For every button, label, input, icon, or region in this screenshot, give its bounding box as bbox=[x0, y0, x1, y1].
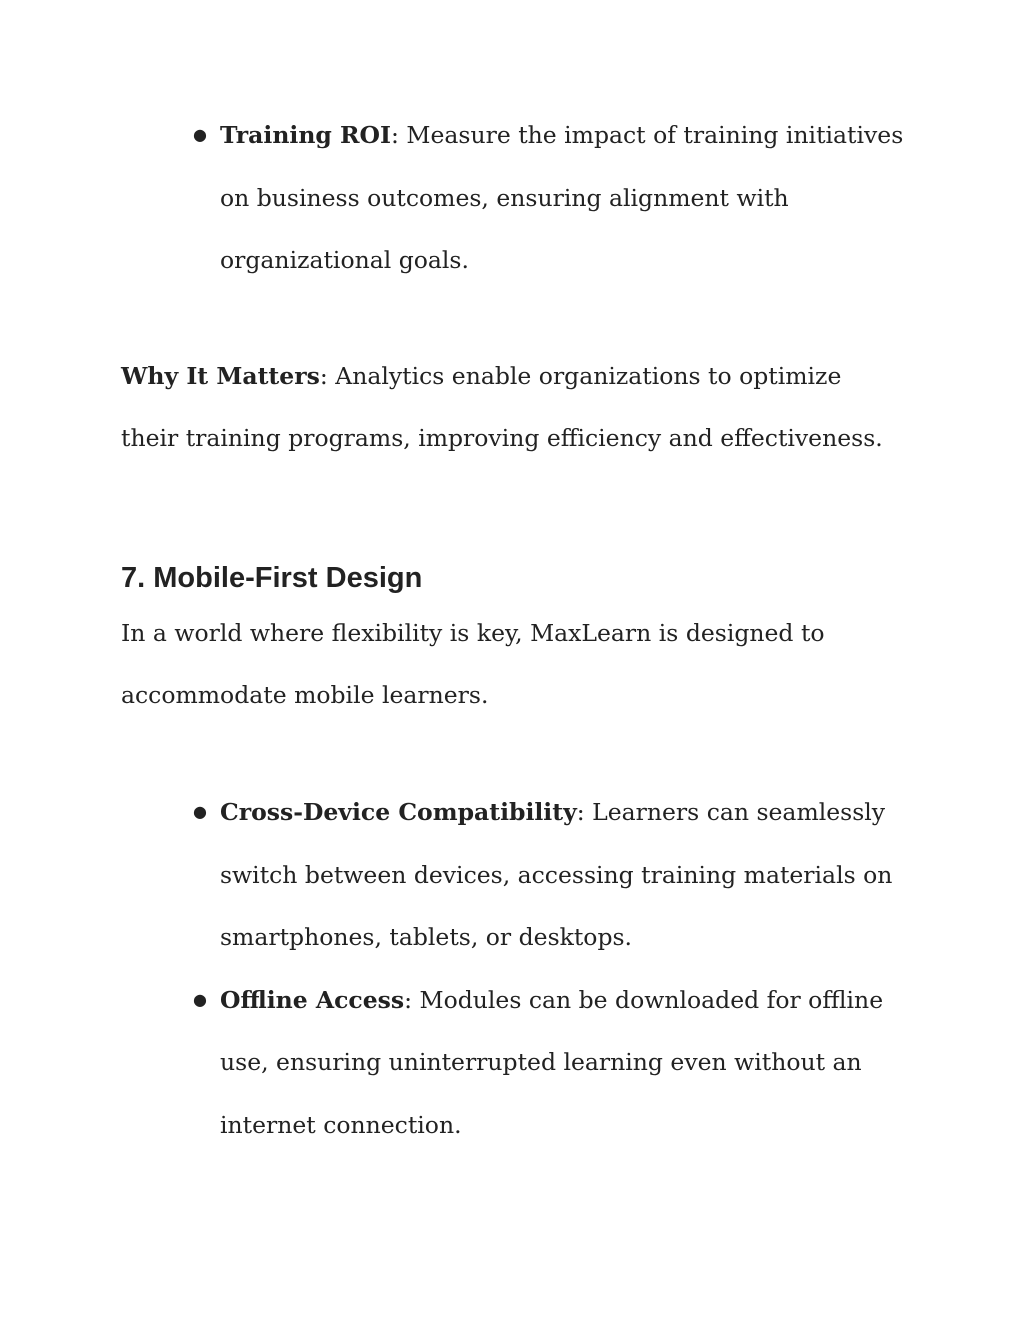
bullet-list-analytics bbox=[0, 104, 1024, 292]
list-item-text bbox=[220, 104, 910, 292]
why-it-matters-paragraph bbox=[121, 345, 901, 469]
bullet-list-mobile bbox=[0, 781, 1024, 1156]
list-item-description: Modules can be downloaded for offline use, ensuring uninterrupted learning even without an internet connection. bbox=[220, 985, 884, 1139]
list-item-separator: : bbox=[391, 121, 399, 149]
why-it-matters-title: Why It Matters bbox=[121, 362, 320, 390]
list-item-title: Cross-Device Compatibility bbox=[220, 798, 577, 826]
list-item-description: Measure the impact of training initiatives on business outcomes, ensuring alignment with organizational goals. bbox=[220, 121, 904, 274]
list-item-training-roi bbox=[0, 104, 1024, 292]
why-it-matters-separator: : bbox=[319, 362, 328, 390]
list-item-title: Offline Access bbox=[220, 985, 405, 1014]
list-item-description: Learners can seamlessly switch between devices, accessing training materials on smartphones, tablets, or desktops. bbox=[220, 798, 893, 951]
why-it-matters-text: Analytics enable organizations to optimize their training programs, improving efficiency and effectiveness. bbox=[121, 362, 883, 452]
section-intro-paragraph: In a world where flexibility is key, MaxLearn is designed to accommodate mobile learners. bbox=[121, 619, 825, 709]
list-item-separator: : bbox=[576, 798, 585, 826]
bullet-icon: ● bbox=[193, 989, 207, 1009]
bullet-icon: ● bbox=[193, 802, 207, 821]
section-heading: 7. Mobile-First Design bbox=[121, 562, 423, 594]
list-item-offline-access bbox=[0, 969, 1024, 1157]
list-item-separator: : bbox=[404, 985, 413, 1014]
bullet-icon: ● bbox=[193, 125, 207, 144]
list-item-title: Training ROI bbox=[220, 121, 392, 149]
list-item-cross-device bbox=[0, 781, 1024, 969]
list-item-text bbox=[220, 781, 910, 969]
list-item-text bbox=[220, 969, 910, 1157]
